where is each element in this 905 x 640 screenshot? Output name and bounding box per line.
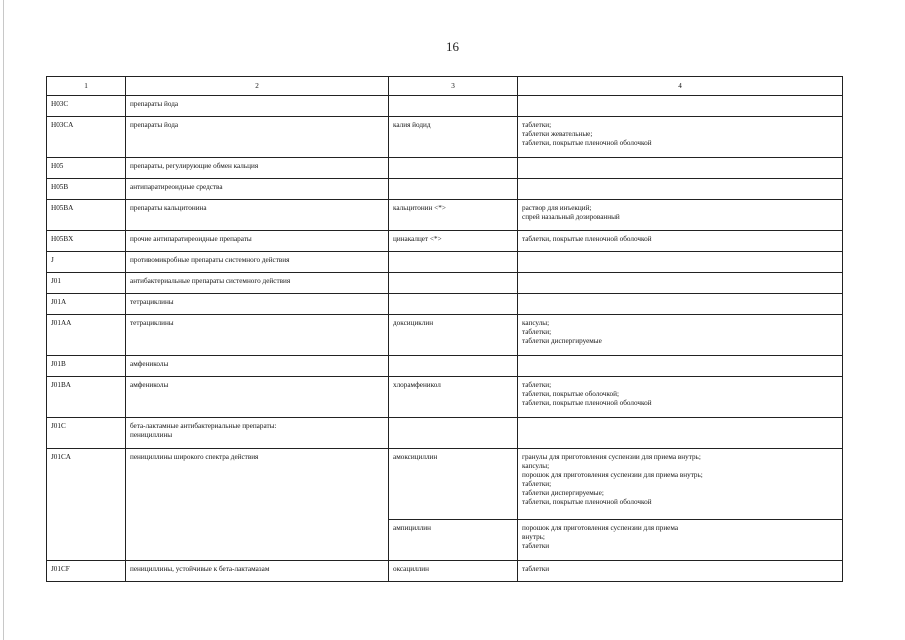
dosage-forms-cell: таблетки <box>518 561 843 582</box>
group-name-cell: препараты йода <box>126 96 389 117</box>
drug-name-cell: кальцитонин <*> <box>389 200 518 231</box>
header-col-1: 1 <box>47 77 126 96</box>
group-name-cell: препараты кальцитонина <box>126 200 389 231</box>
atc-code-cell: H05BX <box>47 231 126 252</box>
header-col-3: 3 <box>389 77 518 96</box>
group-name-cell: антипаратиреоидные средства <box>126 179 389 200</box>
drug-name-cell: ампициллин <box>389 520 518 561</box>
atc-code-cell: J01CF <box>47 561 126 582</box>
group-name-cell: амфениколы <box>126 377 389 418</box>
table-row <box>47 418 843 449</box>
group-name-cell: тетрациклины <box>126 294 389 315</box>
drug-name-cell: хлорамфеникол <box>389 377 518 418</box>
drug-name-cell: калия йодид <box>389 117 518 158</box>
table-row <box>47 377 843 418</box>
table-row <box>47 200 843 231</box>
drug-name-cell <box>389 179 518 200</box>
drug-name-cell <box>389 273 518 294</box>
drug-name-cell: оксациллин <box>389 561 518 582</box>
table-header-row <box>47 77 843 96</box>
drug-name-cell <box>389 158 518 179</box>
drug-name-cell <box>389 252 518 273</box>
atc-code-cell: J01B <box>47 356 126 377</box>
dosage-forms-cell: раствор для инъекций; спрей назальный дозированный <box>518 200 843 231</box>
drug-name-cell <box>389 356 518 377</box>
dosage-forms-cell: гранулы для приготовления суспензии для приема внутрь; капсулы; порошок для приготовления суспензии для приема внутрь; таблетки; таблетки диспергируемые; таблетки, покрытые пленочной оболочкой <box>518 449 843 520</box>
dosage-forms-cell <box>518 294 843 315</box>
atc-code-cell: J01BA <box>47 377 126 418</box>
atc-code-cell: H03C <box>47 96 126 117</box>
page-left-edge-line <box>3 0 4 640</box>
atc-code-cell: H05BA <box>47 200 126 231</box>
group-name-cell: бета-лактамные антибактериальные препараты: пенициллины <box>126 418 389 449</box>
table-row <box>47 561 843 582</box>
table-row <box>47 315 843 356</box>
header-col-2: 2 <box>126 77 389 96</box>
dosage-forms-cell: таблетки, покрытые пленочной оболочкой <box>518 231 843 252</box>
group-name-cell: препараты йода <box>126 117 389 158</box>
dosage-forms-cell <box>518 273 843 294</box>
group-name-cell: пенициллины широкого спектра действия <box>126 449 389 561</box>
page-number: 16 <box>446 39 459 54</box>
group-name-cell: пенициллины, устойчивые к бета-лактамазам <box>126 561 389 582</box>
table-row <box>47 231 843 252</box>
header-col-4: 4 <box>518 77 843 96</box>
table-row <box>47 273 843 294</box>
drug-classification-table <box>46 76 843 582</box>
atc-code-cell: J01CA <box>47 449 126 561</box>
dosage-forms-cell <box>518 179 843 200</box>
dosage-forms-cell <box>518 96 843 117</box>
table-row <box>47 96 843 117</box>
dosage-forms-cell <box>518 252 843 273</box>
table-row <box>47 356 843 377</box>
group-name-cell: прочие антипаратиреоидные препараты <box>126 231 389 252</box>
table-row <box>47 252 843 273</box>
atc-code-cell: J01A <box>47 294 126 315</box>
drug-name-cell <box>389 418 518 449</box>
table-row <box>47 449 843 520</box>
drug-name-cell: амоксициллин <box>389 449 518 520</box>
group-name-cell: противомикробные препараты системного действия <box>126 252 389 273</box>
table-row <box>47 117 843 158</box>
atc-code-cell: J01AA <box>47 315 126 356</box>
group-name-cell: антибактериальные препараты системного действия <box>126 273 389 294</box>
group-name-cell: амфениколы <box>126 356 389 377</box>
dosage-forms-cell: таблетки; таблетки, покрытые оболочкой; таблетки, покрытые пленочной оболочкой <box>518 377 843 418</box>
table-row <box>47 158 843 179</box>
table-row <box>47 294 843 315</box>
atc-code-cell: J01C <box>47 418 126 449</box>
dosage-forms-cell <box>518 356 843 377</box>
atc-code-cell: H05B <box>47 179 126 200</box>
dosage-forms-cell <box>518 158 843 179</box>
atc-code-cell: J01 <box>47 273 126 294</box>
atc-code-cell: H05 <box>47 158 126 179</box>
drug-name-cell <box>389 294 518 315</box>
atc-code-cell: H03CA <box>47 117 126 158</box>
dosage-forms-cell: капсулы; таблетки; таблетки диспергируемые <box>518 315 843 356</box>
group-name-cell: тетрациклины <box>126 315 389 356</box>
drug-name-cell: цинакалцет <*> <box>389 231 518 252</box>
dosage-forms-cell: таблетки; таблетки жевательные; таблетки, покрытые пленочной оболочкой <box>518 117 843 158</box>
table-row <box>47 179 843 200</box>
drug-name-cell <box>389 96 518 117</box>
dosage-forms-cell <box>518 418 843 449</box>
drug-name-cell: доксициклин <box>389 315 518 356</box>
dosage-forms-cell: порошок для приготовления суспензии для приема внутрь; таблетки <box>518 520 843 561</box>
group-name-cell: препараты, регулирующие обмен кальция <box>126 158 389 179</box>
atc-code-cell: J <box>47 252 126 273</box>
